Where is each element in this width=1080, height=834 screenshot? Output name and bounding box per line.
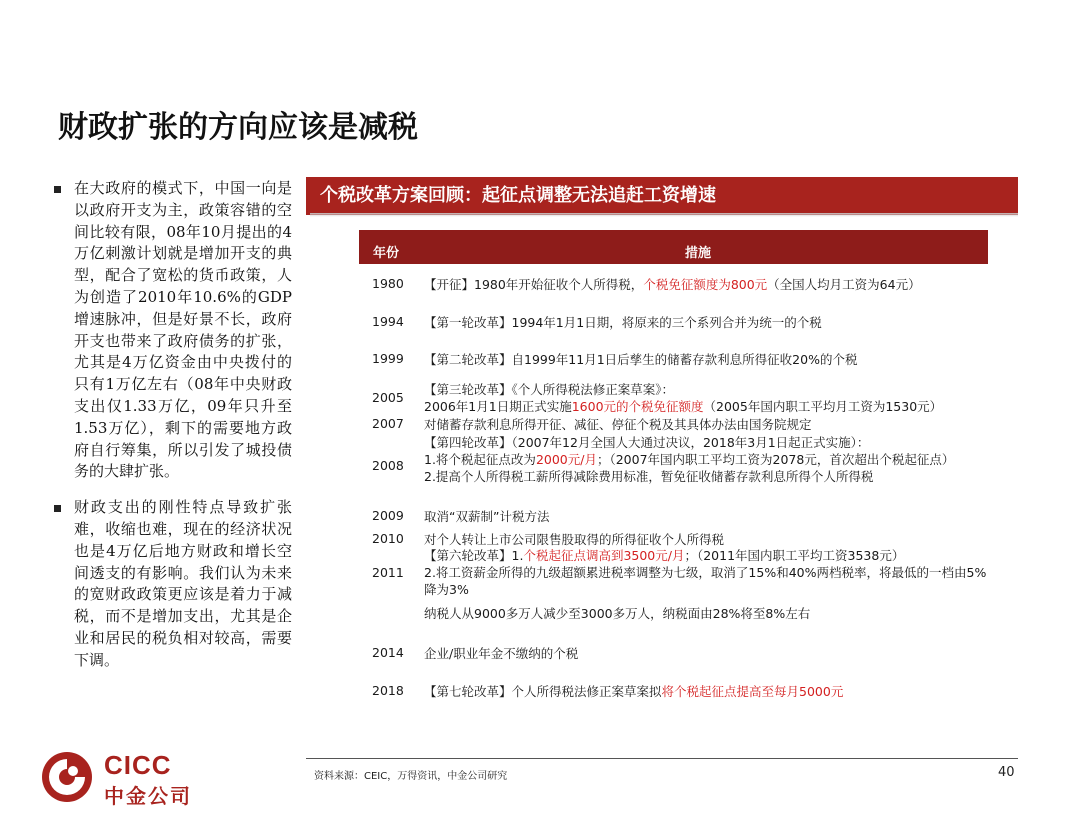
measure-text: 2006年1月1日期正式实施 — [424, 399, 572, 414]
row-measure — [424, 434, 992, 485]
banner-shadow — [310, 213, 1018, 217]
section-banner: 个税改革方案回顾：起征点调整无法追赶工资增速 — [306, 177, 1018, 215]
highlighted-text: 1600元的个税免征额度 — [571, 399, 704, 414]
measure-line — [424, 645, 992, 662]
measure-text: 纳税人从9000多万人减少至3000多万人，纳税面由28%将至8%左右 — [424, 606, 811, 621]
measure-line — [424, 381, 992, 398]
highlighted-text: 将个税起征点提高至每月5000元 — [661, 684, 844, 699]
footer-divider — [306, 758, 1018, 759]
measure-line — [424, 276, 992, 293]
measure-line — [424, 564, 992, 598]
measure-text: 【第七轮改革】个人所得税法修正案草案拟 — [424, 684, 662, 699]
measure-text: 1.将个税起征点改为 — [424, 452, 536, 467]
page-number: 40 — [998, 765, 1015, 780]
measure-text: 对个人转让上市公司限售股取得的所得征收个人所得税 — [424, 532, 725, 547]
measure-text: 【开征】1980年开始征收个人所得税， — [424, 277, 644, 292]
highlighted-text: 2000元/月 — [535, 452, 597, 467]
row-year: 2007 — [372, 416, 404, 431]
measure-text: 2.将工资薪金所得的九级超额累进税率调整为七级，取消了15%和40%两档税率，将最低的一档由5%降为3% — [424, 565, 987, 597]
bullet-text: 在大政府的模式下，中国一向是以政府开支为主，政策容错的空间比较有限，08年10月提出的4万亿刺激计划就是增加开支的典型，配合了宽松的货币政策，人为创造了2010年10.6%的GDP增速脉冲，但是好景不长，政府开支也带来了政府债务的扩张，尤其是4万亿资金由中央拨付的只有1万亿左右（08年中央财政支出仅1.33万亿，09年只升至1.53万亿），剩下的需要地方政府自行筹集，所以引发了城投债务的大肆扩张。 — [74, 179, 292, 481]
row-year: 1999 — [372, 351, 404, 366]
measure-line — [424, 314, 992, 331]
measure-text: 2.提高个人所得税工薪所得减除费用标准，暂免征收储蓄存款利息所得个人所得税 — [424, 469, 874, 484]
measure-line — [424, 468, 992, 485]
measure-text: （2005年国内职工平均月工资为1530元） — [703, 399, 943, 414]
logo-text-cn: 中金公司 — [104, 784, 192, 808]
measure-line — [424, 398, 992, 415]
measure-text: 【第六轮改革】1. — [424, 548, 524, 563]
row-year: 2014 — [372, 645, 404, 660]
row-measure — [424, 314, 992, 331]
measure-text: 对储蓄存款利息所得开征、减征、停征个税及其具体办法由国务院规定 — [424, 417, 812, 432]
bullet-item — [52, 497, 292, 671]
measure-line — [424, 351, 992, 368]
cicc-emblem-icon — [40, 750, 94, 804]
source-note: 资料来源：CEIC，万得资讯，中金公司研究 — [314, 771, 508, 782]
measure-line — [424, 605, 992, 622]
row-year: 2010 — [372, 531, 404, 546]
row-measure — [424, 351, 992, 368]
highlighted-text: 个税起征点调高到3500元/月 — [523, 548, 685, 563]
logo-text-en: CICC — [104, 750, 172, 780]
row-measure — [424, 645, 992, 662]
measure-text: 【第三轮改革】《个人所得税法修正案草案》： — [424, 382, 675, 397]
row-year: 1994 — [372, 314, 404, 329]
row-measure — [424, 531, 992, 548]
measure-text: 取消“双薪制”计税方法 — [424, 509, 550, 524]
cicc-logo — [40, 748, 210, 808]
measure-text: 【第二轮改革】自1999年11月1日后孳生的储蓄存款利息所得征收20%的个税 — [424, 352, 858, 367]
row-year: 2009 — [372, 508, 404, 523]
measure-line — [424, 683, 992, 700]
row-year: 1980 — [372, 276, 404, 291]
measure-text: ；（2011年国内职工平均工资3538元） — [684, 548, 905, 563]
row-year: 2011 — [372, 565, 404, 580]
measure-text: 【第一轮改革】1994年1月1日期，将原来的三个系列合并为统一的个税 — [424, 315, 822, 330]
row-measure — [424, 508, 992, 525]
measure-line — [424, 531, 992, 548]
measure-line — [424, 547, 992, 564]
measure-line — [424, 416, 992, 433]
measure-line — [424, 434, 992, 451]
row-measure — [424, 276, 992, 293]
row-measure — [424, 381, 992, 415]
bullet-item — [52, 178, 292, 483]
table-header — [359, 230, 988, 264]
row-measure — [424, 605, 992, 622]
commentary-bullets — [52, 178, 292, 672]
square-bullet-icon — [54, 186, 61, 193]
highlighted-text: 个税免征额度为800元 — [643, 277, 768, 292]
header-year: 年份 — [373, 246, 400, 261]
measure-text: 企业/职业年金不缴纳的个税 — [424, 646, 579, 661]
page-title: 财政扩张的方向应该是减税 — [58, 110, 418, 145]
measure-text: （全国人均月工资为64元） — [767, 277, 921, 292]
row-year: 2018 — [372, 683, 404, 698]
row-year: 2008 — [372, 458, 404, 473]
measure-line — [424, 508, 992, 525]
measure-text: ；（2007年国内职工平均工资为2078元，首次超出个税起征点） — [596, 452, 955, 467]
measure-line — [424, 451, 992, 468]
header-measure: 措施 — [685, 246, 712, 261]
row-measure — [424, 683, 992, 700]
row-measure — [424, 547, 992, 598]
measure-text: 【第四轮改革】（2007年12月全国人大通过决议，2018年3月1日起正式实施）： — [424, 435, 870, 450]
row-measure — [424, 416, 992, 433]
row-year: 2005 — [372, 390, 404, 405]
square-bullet-icon — [54, 505, 61, 512]
bullet-text: 财政支出的刚性特点导致扩张难，收缩也难，现在的经济状况也是4万亿后地方财政和增长空间透支的有影响。我们认为未来的宽财政政策更应该是着力于减税，而不是增加支出，尤其是企业和居民的税负相对较高，需要下调。 — [74, 498, 292, 669]
